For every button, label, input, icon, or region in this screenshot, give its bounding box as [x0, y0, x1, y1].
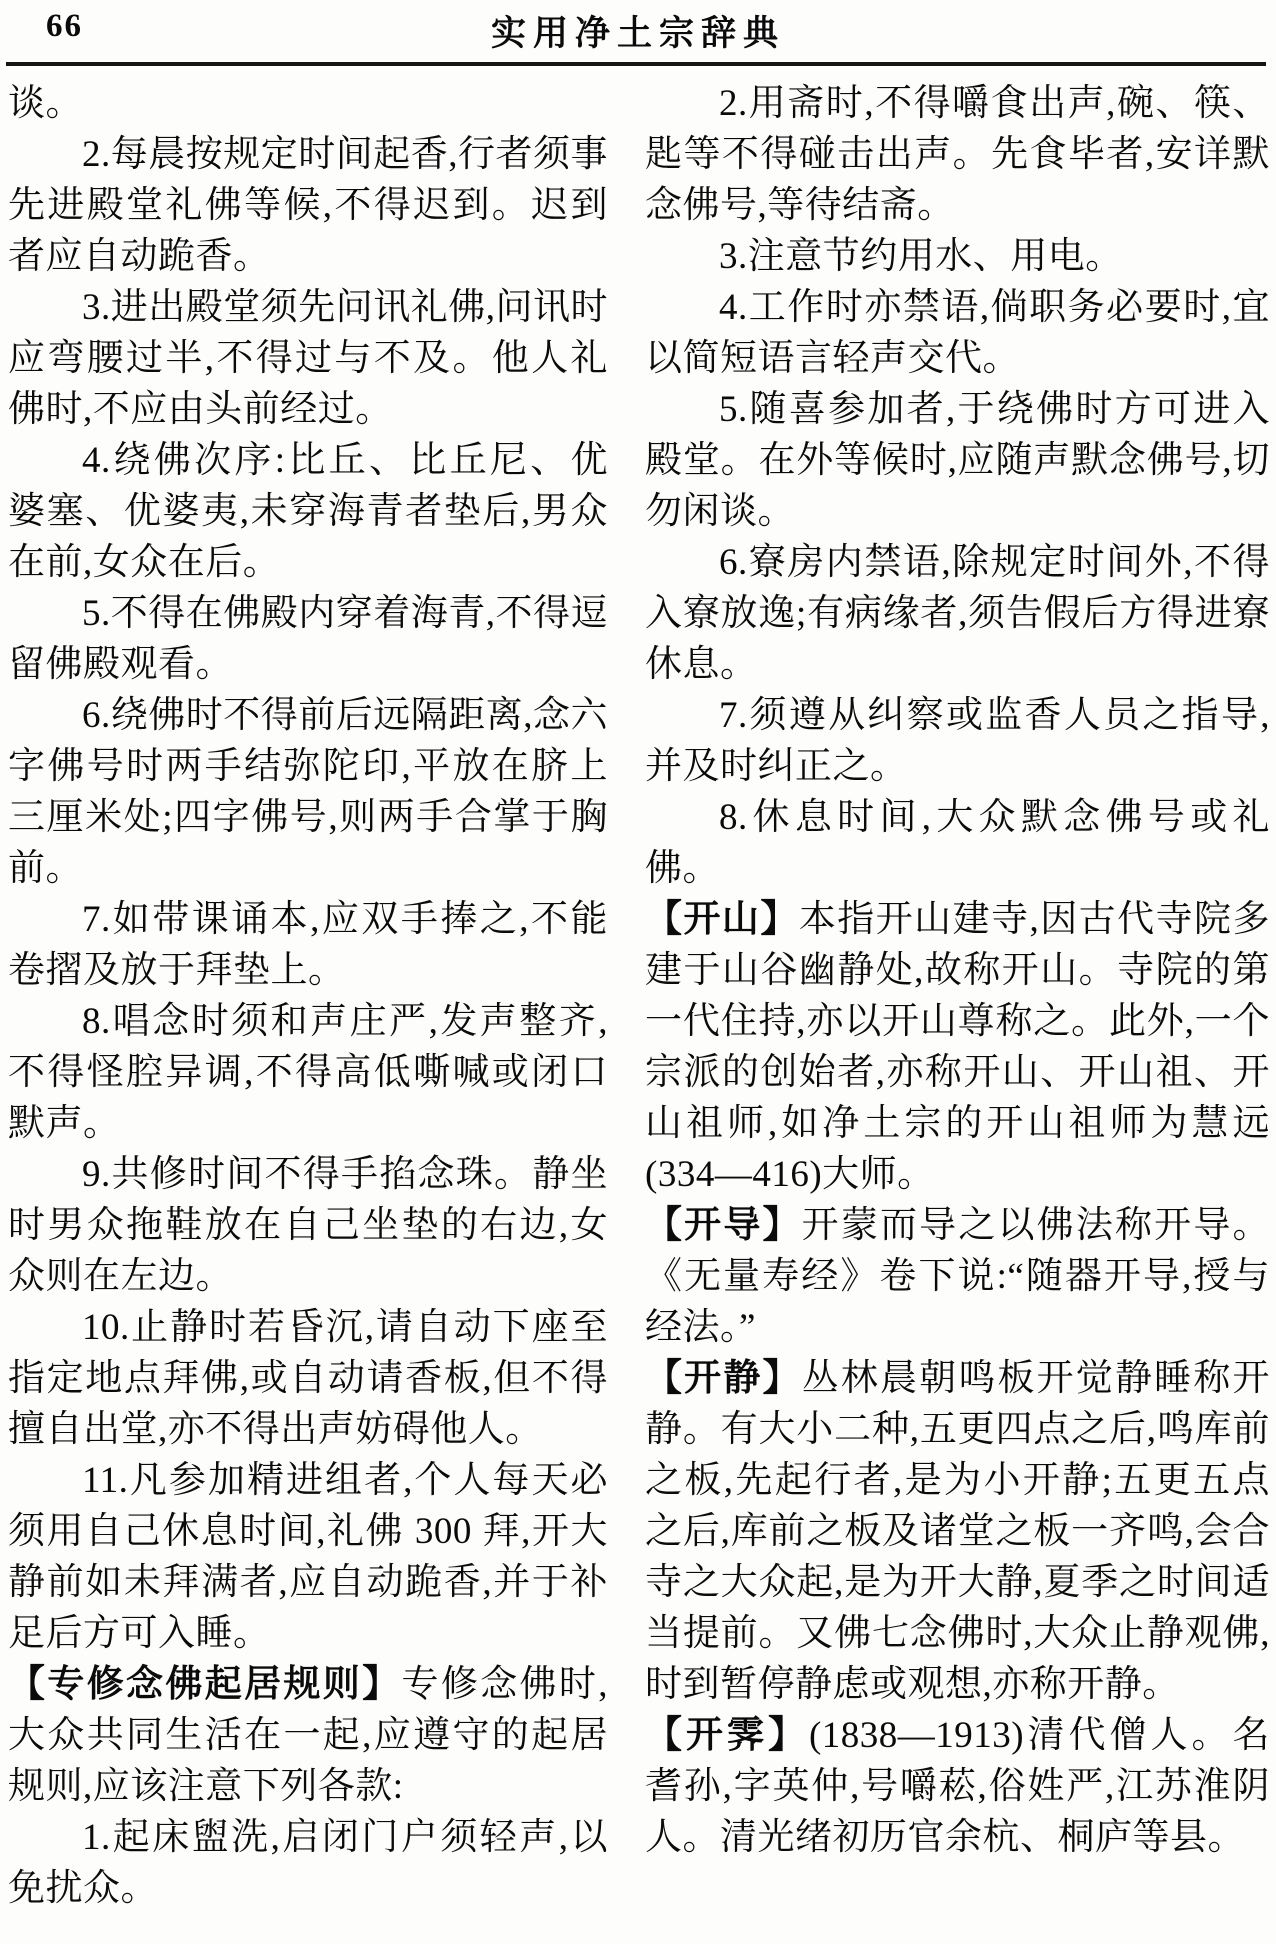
- dictionary-entry: 【开导】开蒙而导之以佛法称开导。《无量寿经》卷下说:“随器开导,授与经法。”: [645, 1205, 1271, 1348]
- body-paragraph: 2.每晨按规定时间起香,行者须事先进殿堂礼佛等候,不得迟到。迟到者应自动跪香。: [8, 134, 608, 277]
- body-paragraph: 6.寮房内禁语,除规定时间外,不得入寮放逸;有病缘者,须告假后方得进寮休息。: [645, 542, 1270, 685]
- body-paragraph: 8.唱念时须和声庄严,发声整齐,不得怪腔异调,不得高低嘶喊或闭口默声。: [8, 1001, 608, 1144]
- body-paragraph: 5.不得在佛殿内穿着海青,不得逗留佛殿观看。: [8, 593, 608, 685]
- body-paragraph: 11.凡参加精进组者,个人每天必须用自己休息时间,礼佛 300 拜,开大静前如未拜满者,应自动跪香,并于补足后方可入睡。: [8, 1460, 608, 1654]
- left-column: [8, 78, 608, 1914]
- page-header: [0, 0, 1276, 62]
- dictionary-entry: 【专修念佛起居规则】专修念佛时,大众共同生活在一起,应遵守的起居规则,应该注意下列各款:: [8, 1664, 608, 1807]
- body-paragraph: 7.须遵从纠察或监香人员之指导,并及时纠正之。: [645, 695, 1270, 787]
- dictionary-entry: 【开霁】(1838—1913)清代僧人。名耆孙,字英仲,号嚼菘,俗姓严,江苏淮阴人。清光绪初历官余杭、桐庐等县。: [645, 1715, 1270, 1858]
- content-columns: [0, 66, 1276, 1914]
- dictionary-entry: 【开静】丛林晨朝鸣板开觉静睡称开静。有大小二种,五更四点之后,鸣库前之板,先起行者,是为小开静;五更五点之后,库前之板及诸堂之板一齐鸣,会合寺之大众起,是为开大静,夏季之时间适当提前。又佛七念佛时,大众止静观佛,时到暂停静虑或观想,亦称开静。: [645, 1358, 1271, 1705]
- entry-headword: 【开静】: [645, 1358, 802, 1399]
- dictionary-entry: 【开山】本指开山建寺,因古代寺院多建于山谷幽静处,故称开山。寺院的第一代住持,亦以开山尊称之。此外,一个宗派的创始者,亦称开山、开山祖、开山祖师,如净土宗的开山祖师为慧远(334—416)大师。: [645, 899, 1270, 1195]
- body-paragraph: 9.共修时间不得手掐念珠。静坐时男众拖鞋放在自己坐垫的右边,女众则在左边。: [8, 1154, 608, 1297]
- entry-headword: 【专修念佛起居规则】: [8, 1664, 402, 1705]
- body-paragraph: 7.如带课诵本,应双手捧之,不能卷摺及放于拜垫上。: [8, 899, 608, 991]
- body-paragraph: 3.进出殿堂须先问讯礼佛,问讯时应弯腰过半,不得过与不及。他人礼佛时,不应由头前经过。: [8, 287, 608, 430]
- entry-headword: 【开导】: [645, 1205, 802, 1246]
- entry-headword: 【开山】: [645, 899, 799, 940]
- page-title: 实用净土宗辞典: [490, 14, 785, 53]
- body-paragraph: 谈。: [8, 83, 83, 124]
- body-paragraph: 4.绕佛次序:比丘、比丘尼、优婆塞、优婆夷,未穿海青者垫后,男众在前,女众在后。: [8, 440, 608, 583]
- body-paragraph: 4.工作时亦禁语,倘职务必要时,宜以简短语言轻声交代。: [645, 287, 1270, 379]
- body-paragraph: 2.用斋时,不得嚼食出声,碗、筷、匙等不得碰击出声。先食毕者,安详默念佛号,等待结斋。: [645, 83, 1270, 226]
- body-paragraph: 3.注意节约用水、用电。: [719, 236, 1123, 277]
- body-paragraph: 8.休息时间,大众默念佛号或礼佛。: [645, 797, 1270, 889]
- body-paragraph: 5.随喜参加者,于绕佛时方可进入殿堂。在外等候时,应随声默念佛号,切勿闲谈。: [645, 389, 1270, 532]
- right-column: [645, 78, 1270, 1914]
- body-paragraph: 6.绕佛时不得前后远隔距离,念六字佛号时两手结弥陀印,平放在脐上三厘米处;四字佛号,则两手合掌于胸前。: [8, 695, 608, 889]
- body-paragraph: 10.止静时若昏沉,请自动下座至指定地点拜佛,或自动请香板,但不得擅自出堂,亦不得出声妨碍他人。: [8, 1307, 608, 1450]
- body-paragraph: 1.起床盥洗,启闭门户须轻声,以免扰众。: [8, 1817, 608, 1909]
- page-number: 66: [46, 8, 83, 44]
- entry-headword: 【开霁】: [645, 1715, 809, 1756]
